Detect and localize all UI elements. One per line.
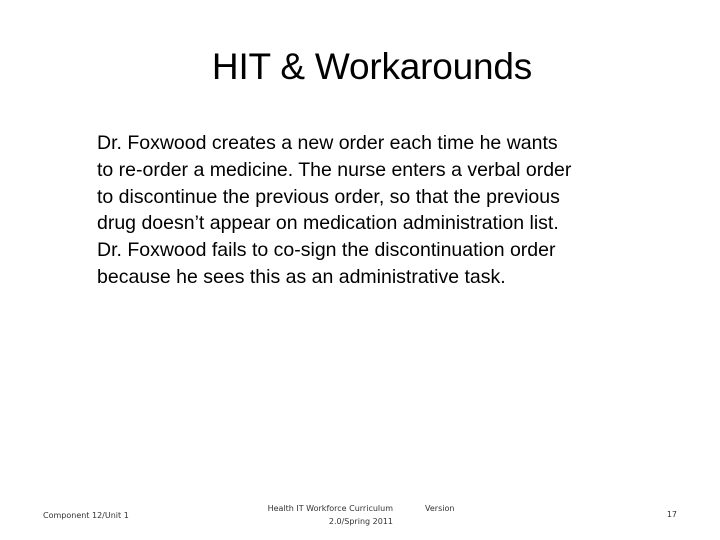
- body-line: to re-order a medicine. The nurse enters a verbal order: [97, 158, 572, 181]
- body-line: because he sees this as an administrative task.: [97, 265, 506, 288]
- body-line: drug doesn’t appear on medication administration list.: [97, 212, 559, 235]
- footer-curriculum-line2: 2.0/Spring 2011: [328, 517, 393, 526]
- body-line: to discontinue the previous order, so that the previous: [97, 185, 560, 208]
- body-line: Dr. Foxwood creates a new order each time he wants: [97, 132, 558, 154]
- footer-curriculum-label: [258, 502, 393, 528]
- slide-title: HIT & Workarounds: [211, 46, 533, 87]
- slide-body-text: [97, 130, 642, 291]
- footer-version-label: Version: [425, 504, 455, 513]
- footer-component-label: Component 12/Unit 1: [43, 511, 129, 520]
- page-number: 17: [666, 510, 677, 519]
- footer-curriculum-line1: Health IT Workforce Curriculum: [267, 504, 393, 513]
- body-line: Dr. Foxwood fails to co-sign the discontinuation order: [97, 239, 556, 262]
